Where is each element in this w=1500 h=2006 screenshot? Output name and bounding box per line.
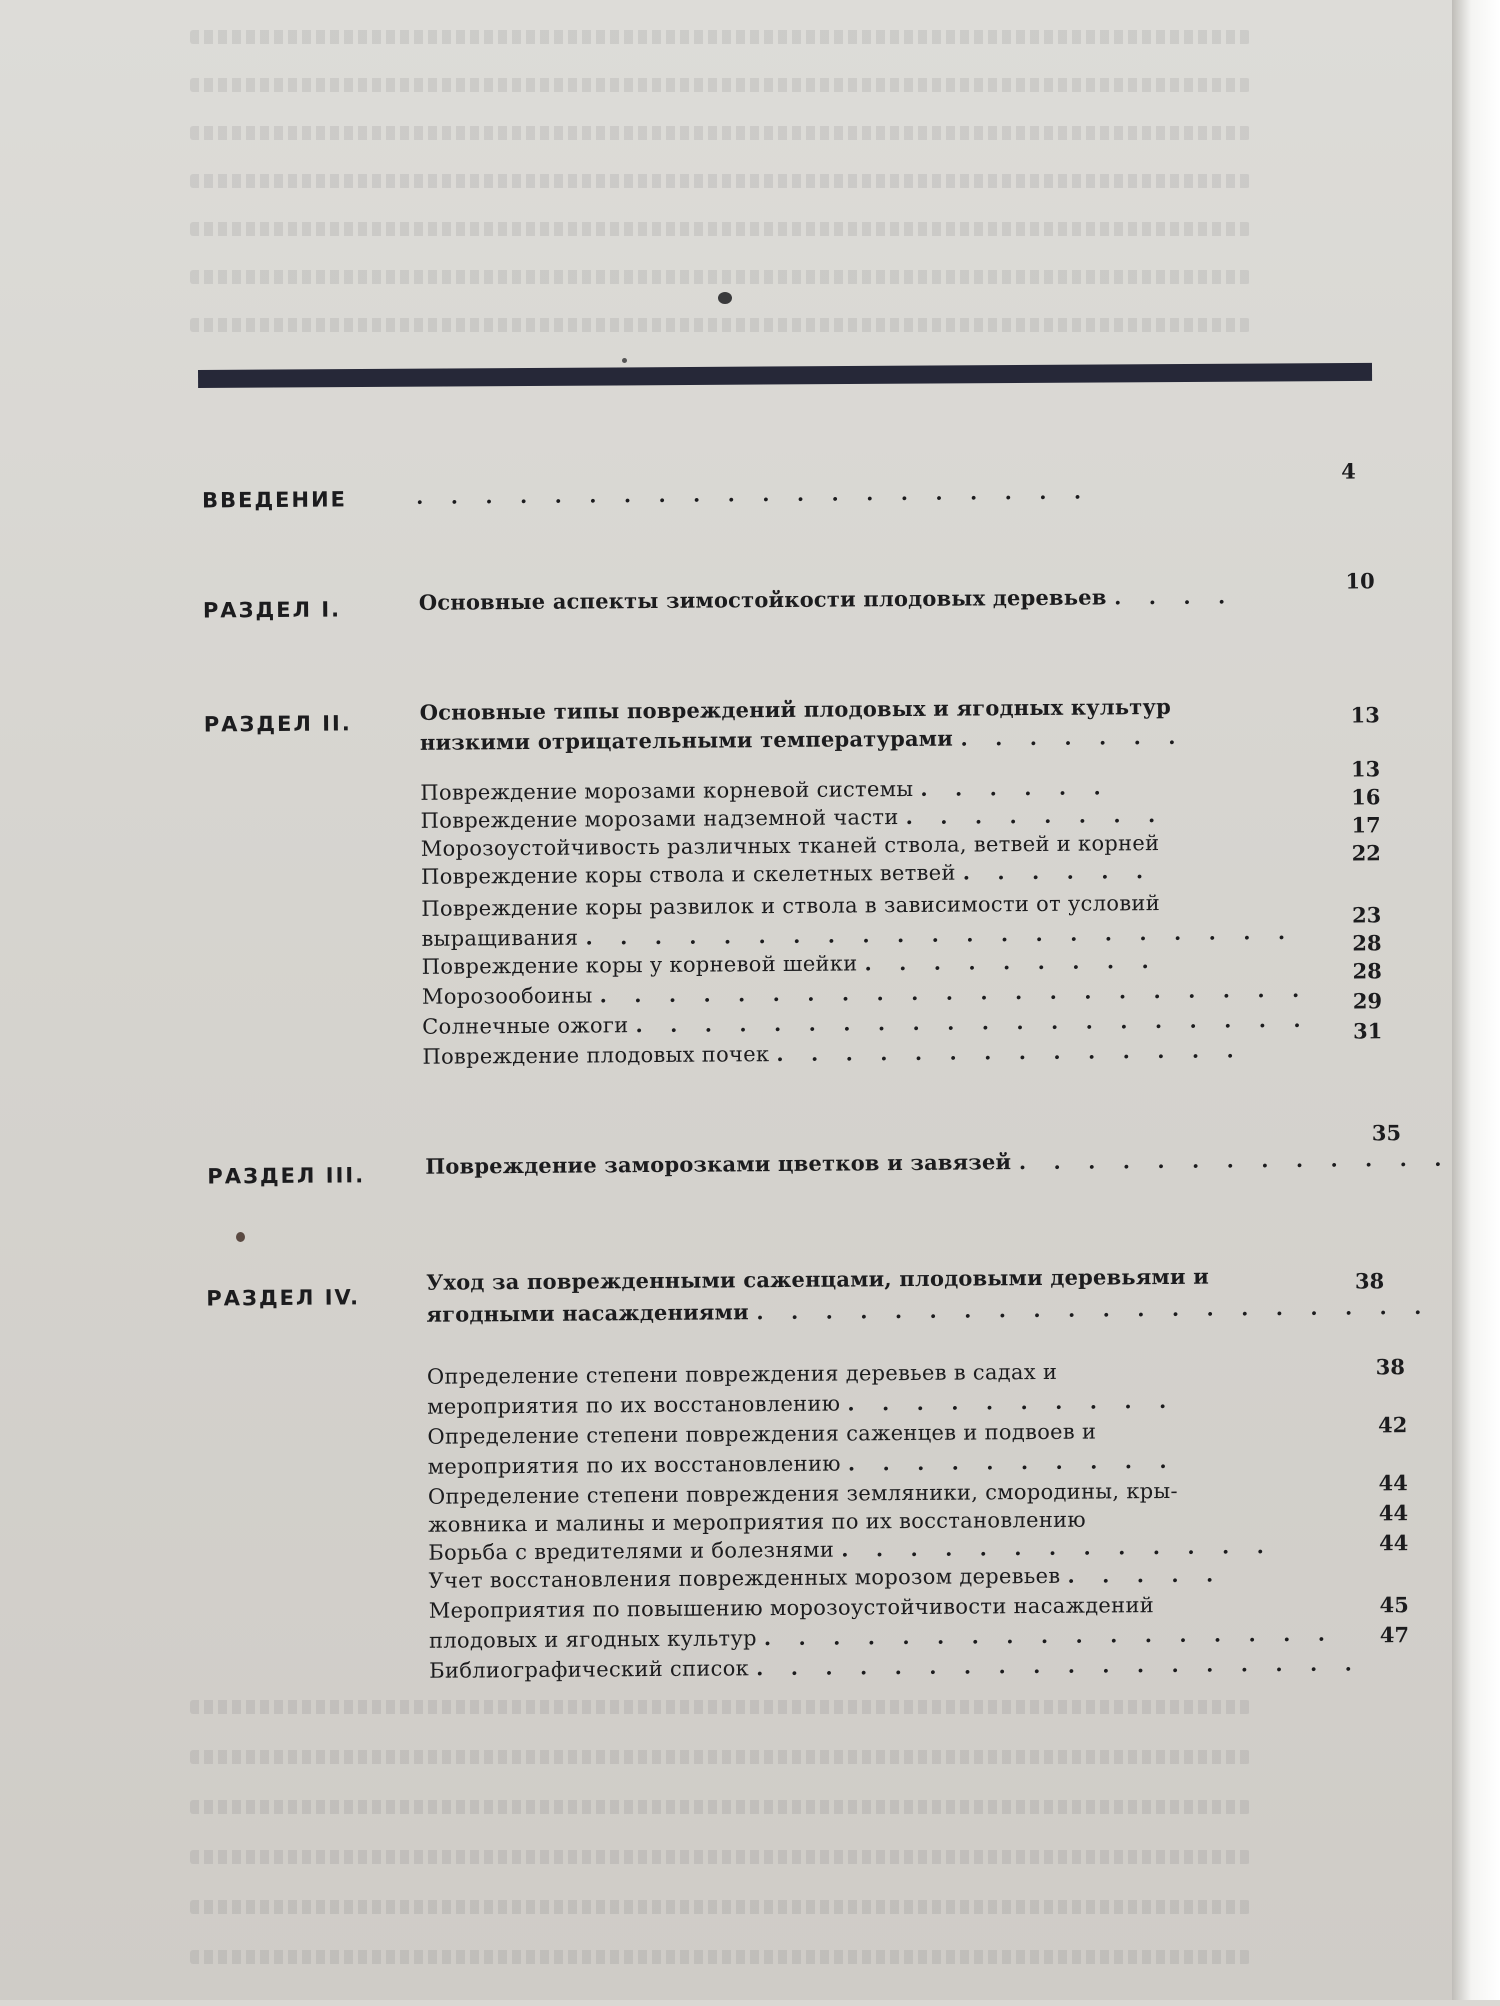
section2-title-line1: Основные типы повреждений плодовых и ягодных культур — [419, 693, 1172, 725]
section2-item: Повреждение коры ствола и скелетных ветвей . . . . . . — [420, 858, 1154, 889]
section2-item-page: 22 — [1351, 840, 1381, 866]
section2-item-page: 23 — [1352, 902, 1382, 928]
intro-label: ВВЕДЕНИЕ — [201, 487, 348, 513]
section2-item: выращивания . . . . . . . . . . . . . . . . . . . . . — [421, 918, 1296, 951]
section4-item: Определение степени повреждения саженцев и подвоев и — [427, 1419, 1097, 1449]
section1-page: 10 — [1345, 568, 1375, 594]
section3-label: РАЗДЕЛ III. — [207, 1163, 366, 1189]
section4-item-page: 45 — [1379, 1592, 1409, 1618]
section4-item-page: 42 — [1378, 1412, 1408, 1438]
section3-title: Повреждение заморозками цветков и завязей . . . . . . . . . . . . . — [425, 1145, 1452, 1179]
section4-item: мероприятия по их восстановлению . . . . . . . . . . — [427, 1447, 1177, 1479]
intro-page: 4 — [1341, 458, 1356, 484]
section4-item: жовника и малины и мероприятия по их восстановлению — [428, 1507, 1087, 1537]
section4-item: плодовых и ягодных культур . . . . . . . . . . . . . . . . . — [428, 1620, 1336, 1653]
section4-item-page: 44 — [1378, 1470, 1408, 1496]
section2-item: Морозоустойчивость различных тканей ствола, ветвей и корней — [420, 831, 1160, 861]
section2-item: Повреждение плодовых почек . . . . . . . . . . . . . . — [422, 1037, 1244, 1069]
section2-item-page: 29 — [1352, 988, 1383, 1014]
section2-item: Морозообоины . . . . . . . . . . . . . . . . . . . . . — [421, 976, 1310, 1009]
section2-item: Повреждение коры у корневой шейки . . . . . . . . . — [421, 948, 1159, 979]
section2-item: Повреждение морозами корневой системы . . . . . . — [420, 774, 1111, 805]
section4-item: Библиографический список . . . . . . . . . . . . . . . . . . — [429, 1650, 1363, 1683]
section2-item: Повреждение морозами надземной части . . . . . . . . — [420, 801, 1166, 833]
section4-item-page: 47 — [1379, 1622, 1410, 1648]
section4-item-page: 44 — [1378, 1500, 1409, 1526]
section4-item: Учет восстановления поврежденных морозом деревьев . . . . . — [428, 1561, 1224, 1593]
section4-item: Мероприятия по повышению морозоустойчивости насаждений — [428, 1593, 1155, 1623]
section4-label: РАЗДЕЛ IV. — [206, 1285, 361, 1311]
intro-dots: . . . . . . . . . . . . . . . . . . . . — [415, 478, 1092, 509]
section4-item: Определение степени повреждения земляники, смородины, кры- — [427, 1478, 1178, 1509]
section3-page: 35 — [1371, 1120, 1402, 1146]
section4-item: Определение степени повреждения деревьев в садах и — [426, 1359, 1058, 1389]
section2-title-line2: низкими отрицательными температурами . . . . . . . — [419, 723, 1186, 755]
section4-page: 38 — [1354, 1268, 1385, 1294]
section1-title: Основные аспекты зимостойкости плодовых деревьев . . . . — [418, 583, 1236, 615]
section2-item: Солнечные ожоги . . . . . . . . . . . . . . . . . . . . — [422, 1006, 1311, 1039]
section4-title-line1: Уход за поврежденными саженцами, плодовыми деревьями и — [426, 1263, 1210, 1295]
page-edge — [1452, 0, 1500, 2000]
section2-page: 13 — [1350, 702, 1380, 728]
section2-item-page: 17 — [1351, 812, 1381, 838]
section2-item-page: 31 — [1352, 1018, 1383, 1044]
section1-label: РАЗДЕЛ I. — [202, 597, 342, 623]
section2-label: РАЗДЕЛ II. — [203, 711, 352, 737]
section2-item-page: 13 — [1350, 756, 1381, 782]
section2-item-page: 16 — [1351, 784, 1381, 810]
section2-item: Повреждение коры развилок и ствола в зависимости от условий — [421, 891, 1161, 921]
section4-title-line2: ягодными насаждениями . . . . . . . . . . . . . . . . . . . . — [426, 1293, 1432, 1327]
section4-item-page: 44 — [1378, 1530, 1409, 1556]
section2-item-page: 28 — [1352, 930, 1382, 956]
section4-item: мероприятия по их восстановлению . . . . . . . . . . — [427, 1387, 1177, 1419]
section4-item: Борьба с вредителями и болезнями . . . . . . . . . . . . . — [428, 1533, 1275, 1565]
section2-item-page: 28 — [1352, 958, 1382, 984]
section4-item-page: 38 — [1375, 1354, 1405, 1380]
